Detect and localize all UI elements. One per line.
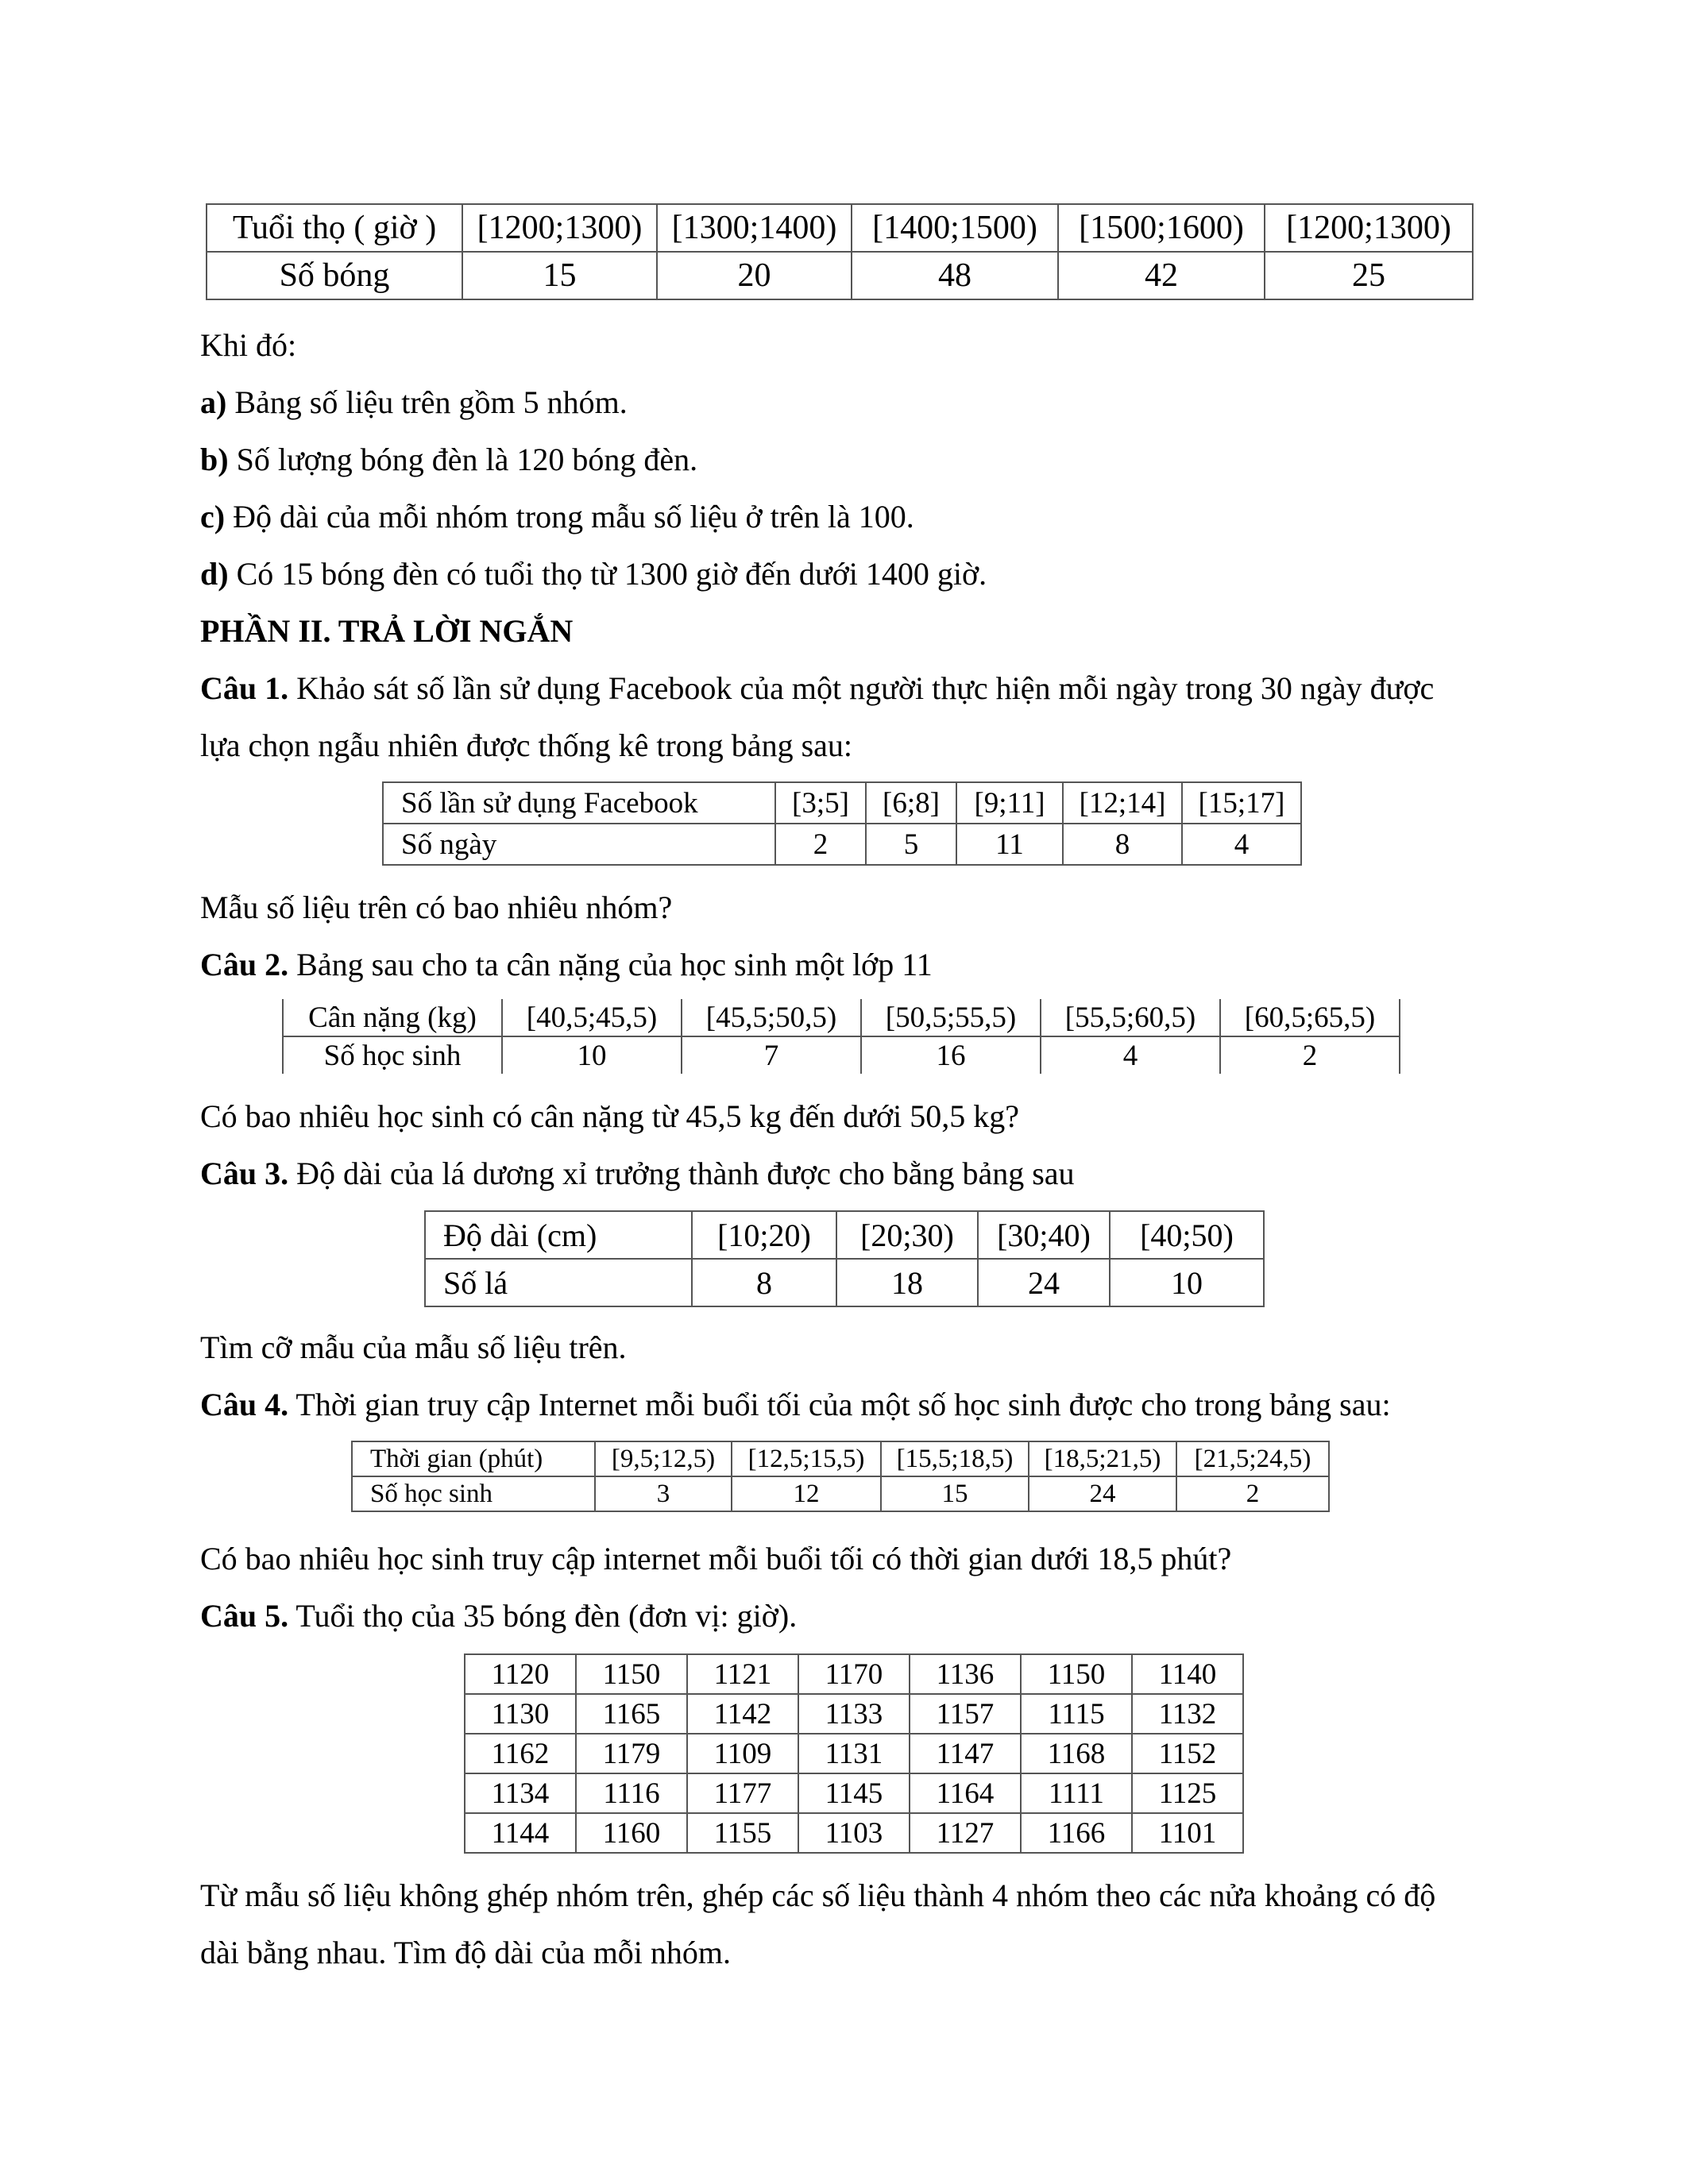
- table-row: [425, 1259, 1264, 1306]
- statement-label: a): [200, 384, 227, 420]
- table-cell: 1127: [910, 1813, 1021, 1853]
- table-header-cell: [12;14]: [1063, 782, 1182, 824]
- table-cell: 1131: [798, 1734, 910, 1773]
- table-row: [207, 252, 1473, 299]
- table-cell: 1120: [465, 1654, 576, 1694]
- table-cell: 1101: [1132, 1813, 1243, 1853]
- table-cell: 1164: [910, 1773, 1021, 1813]
- question-label: Câu 5.: [200, 1598, 289, 1634]
- table-cell: 1133: [798, 1694, 910, 1734]
- table-cell: 1111: [1021, 1773, 1132, 1813]
- table-cell: 1168: [1021, 1734, 1132, 1773]
- table-header-row: [352, 1441, 1329, 1476]
- table-cell: 1121: [687, 1654, 798, 1694]
- weight-table: [282, 999, 1400, 1074]
- statement-text: Số lượng bóng đèn là 120 bóng đèn.: [236, 442, 698, 477]
- table-cell: 1125: [1132, 1773, 1243, 1813]
- table-cell: 1179: [576, 1734, 687, 1773]
- table-header-cell: Số lần sử dụng Facebook: [383, 782, 775, 824]
- table-cell: 3: [595, 1476, 732, 1511]
- table-header-cell: Độ dài (cm): [425, 1211, 692, 1259]
- question-label: Câu 4.: [200, 1387, 289, 1422]
- table-header-cell: [55,5;60,5): [1041, 999, 1220, 1036]
- table-cell: 42: [1058, 252, 1265, 299]
- question-label: Câu 3.: [200, 1156, 289, 1191]
- internet-time-table: [351, 1441, 1330, 1512]
- question-text: Khảo sát số lần sử dụng Facebook của một người thực hiện mỗi ngày trong 30 ngày được: [296, 670, 1435, 706]
- question-4-prompt: Có bao nhiêu học sinh truy cập internet mỗi buổi tối có thời gian dưới 18,5 phút?: [200, 1541, 1232, 1576]
- table-header-cell: [40,5;45,5): [502, 999, 682, 1036]
- table-header-cell: [1400;1500): [852, 204, 1058, 252]
- question-3-prompt: Tìm cỡ mẫu của mẫu số liệu trên.: [200, 1329, 627, 1365]
- table-cell: 1162: [465, 1734, 576, 1773]
- table-cell: 8: [692, 1259, 836, 1306]
- table-header-cell: [18,5;21,5): [1029, 1441, 1176, 1476]
- question-text: Bảng sau cho ta cân nặng của học sinh một lớp 11: [296, 947, 933, 982]
- statement-d: [200, 554, 987, 594]
- table-cell: 4: [1182, 824, 1301, 865]
- table-cell: 25: [1265, 252, 1473, 299]
- table-cell: 1165: [576, 1694, 687, 1734]
- table-cell: 1152: [1132, 1734, 1243, 1773]
- table-row: [465, 1694, 1243, 1734]
- table-cell: 1155: [687, 1813, 798, 1853]
- table-header-cell: Tuổi thọ ( giờ ): [207, 204, 462, 252]
- table-cell: 1144: [465, 1813, 576, 1853]
- table-cell: 1134: [465, 1773, 576, 1813]
- table-cell: 1145: [798, 1773, 910, 1813]
- table-header-cell: Cân nặng (kg): [283, 999, 502, 1036]
- table-header-row: [383, 782, 1301, 824]
- table-header-cell: [60,5;65,5): [1220, 999, 1400, 1036]
- statement-text: Độ dài của mỗi nhóm trong mẫu số liệu ở trên là 100.: [233, 499, 914, 534]
- question-1: [200, 669, 1434, 708]
- fern-length-table: [424, 1210, 1265, 1307]
- table-cell: 1150: [1021, 1654, 1132, 1694]
- question-2-prompt: Có bao nhiêu học sinh có cân nặng từ 45,5 kg đến dưới 50,5 kg?: [200, 1098, 1019, 1134]
- table-header-cell: [40;50): [1110, 1211, 1264, 1259]
- table-header-cell: [1300;1400): [657, 204, 852, 252]
- table-row: [465, 1734, 1243, 1773]
- question-1-prompt: Mẫu số liệu trên có bao nhiêu nhóm?: [200, 889, 673, 925]
- table-header-cell: [3;5]: [775, 782, 866, 824]
- table-cell: 12: [732, 1476, 881, 1511]
- bulb-data-table: [464, 1653, 1244, 1854]
- table-cell: Số học sinh: [352, 1476, 595, 1511]
- table-cell: 1157: [910, 1694, 1021, 1734]
- bulb-lifetime-table: [206, 203, 1474, 300]
- statement-label: c): [200, 499, 226, 534]
- table-header-cell: [30;40): [978, 1211, 1110, 1259]
- facebook-usage-table: [382, 781, 1302, 866]
- table-header-cell: [1200;1300): [1265, 204, 1473, 252]
- table-cell: Số bóng: [207, 252, 462, 299]
- table-header-cell: [12,5;15,5): [732, 1441, 881, 1476]
- table-cell: 20: [657, 252, 852, 299]
- intro-text: Khi đó:: [200, 327, 297, 363]
- question-2: [200, 945, 933, 985]
- table-row: [352, 1476, 1329, 1511]
- table-header-cell: [20;30): [836, 1211, 978, 1259]
- table-cell: 1136: [910, 1654, 1021, 1694]
- table-row: [465, 1813, 1243, 1853]
- table-cell: 7: [682, 1036, 861, 1074]
- statement-label: d): [200, 556, 229, 592]
- table-cell: 2: [1220, 1036, 1400, 1074]
- table-cell: Số lá: [425, 1259, 692, 1306]
- question-3: [200, 1154, 1075, 1194]
- table-cell: 18: [836, 1259, 978, 1306]
- table-header-row: [283, 999, 1400, 1036]
- table-header-cell: [1500;1600): [1058, 204, 1265, 252]
- table-cell: 1130: [465, 1694, 576, 1734]
- table-row: [283, 1036, 1400, 1074]
- table-cell: 1147: [910, 1734, 1021, 1773]
- table-cell: 8: [1063, 824, 1182, 865]
- table-cell: 1177: [687, 1773, 798, 1813]
- table-cell: 1132: [1132, 1694, 1243, 1734]
- question-5: [200, 1596, 797, 1636]
- table-cell: 1142: [687, 1694, 798, 1734]
- table-cell: Số học sinh: [283, 1036, 502, 1074]
- table-cell: 1115: [1021, 1694, 1132, 1734]
- table-cell: 2: [775, 824, 866, 865]
- statement-text: Có 15 bóng đèn có tuổi thọ từ 1300 giờ đến dưới 1400 giờ.: [236, 556, 987, 592]
- table-cell: 24: [1029, 1476, 1176, 1511]
- table-cell: 4: [1041, 1036, 1220, 1074]
- question-1-continued: lựa chọn ngẫu nhiên được thống kê trong bảng sau:: [200, 727, 852, 763]
- question-label: Câu 1.: [200, 670, 289, 706]
- question-text: Tuổi thọ của 35 bóng đèn (đơn vị: giờ).: [295, 1598, 798, 1634]
- question-5-prompt-continued: dài bằng nhau. Tìm độ dài của mỗi nhóm.: [200, 1935, 732, 1970]
- statement-label: b): [200, 442, 229, 477]
- table-cell: 1160: [576, 1813, 687, 1853]
- table-header-cell: [21,5;24,5): [1176, 1441, 1329, 1476]
- table-row: [383, 824, 1301, 865]
- table-cell: 15: [881, 1476, 1029, 1511]
- table-header-cell: Thời gian (phút): [352, 1441, 595, 1476]
- statement-text: Bảng số liệu trên gồm 5 nhóm.: [234, 384, 628, 420]
- table-header-cell: [10;20): [692, 1211, 836, 1259]
- table-cell: 24: [978, 1259, 1110, 1306]
- table-row: [465, 1654, 1243, 1694]
- table-header-cell: [9;11]: [956, 782, 1063, 824]
- table-header-cell: [9,5;12,5): [595, 1441, 732, 1476]
- table-cell: 1116: [576, 1773, 687, 1813]
- statement-c: [200, 497, 914, 537]
- table-cell: 5: [866, 824, 956, 865]
- question-text: Thời gian truy cập Internet mỗi buổi tối của một số học sinh được cho trong bảng sau:: [295, 1387, 1391, 1422]
- table-header-cell: [1200;1300): [462, 204, 657, 252]
- table-cell: 11: [956, 824, 1063, 865]
- table-header-row: [425, 1211, 1264, 1259]
- table-cell: 1170: [798, 1654, 910, 1694]
- table-cell: 1140: [1132, 1654, 1243, 1694]
- table-cell: 10: [1110, 1259, 1264, 1306]
- table-header-cell: [15;17]: [1182, 782, 1301, 824]
- table-cell: Số ngày: [383, 824, 775, 865]
- question-text: Độ dài của lá dương xỉ trưởng thành được cho bằng bảng sau: [296, 1156, 1075, 1191]
- table-header-row: [207, 204, 1473, 252]
- statement-a: [200, 383, 628, 423]
- section-title: PHẦN II. TRẢ LỜI NGẮN: [200, 613, 574, 649]
- statement-b: [200, 440, 697, 480]
- question-4: [200, 1385, 1391, 1425]
- table-cell: 10: [502, 1036, 682, 1074]
- table-cell: 2: [1176, 1476, 1329, 1511]
- table-header-cell: [45,5;50,5): [682, 999, 861, 1036]
- table-header-cell: [15,5;18,5): [881, 1441, 1029, 1476]
- table-cell: 1109: [687, 1734, 798, 1773]
- table-cell: 48: [852, 252, 1058, 299]
- table-header-cell: [50,5;55,5): [861, 999, 1041, 1036]
- table-cell: 1103: [798, 1813, 910, 1853]
- question-label: Câu 2.: [200, 947, 289, 982]
- table-header-cell: [6;8]: [866, 782, 956, 824]
- table-cell: 16: [861, 1036, 1041, 1074]
- table-cell: 1166: [1021, 1813, 1132, 1853]
- question-5-prompt: Từ mẫu số liệu không ghép nhóm trên, ghép các số liệu thành 4 nhóm theo các nửa khoảng có độ: [200, 1877, 1436, 1913]
- table-row: [465, 1773, 1243, 1813]
- table-cell: 15: [462, 252, 657, 299]
- table-cell: 1150: [576, 1654, 687, 1694]
